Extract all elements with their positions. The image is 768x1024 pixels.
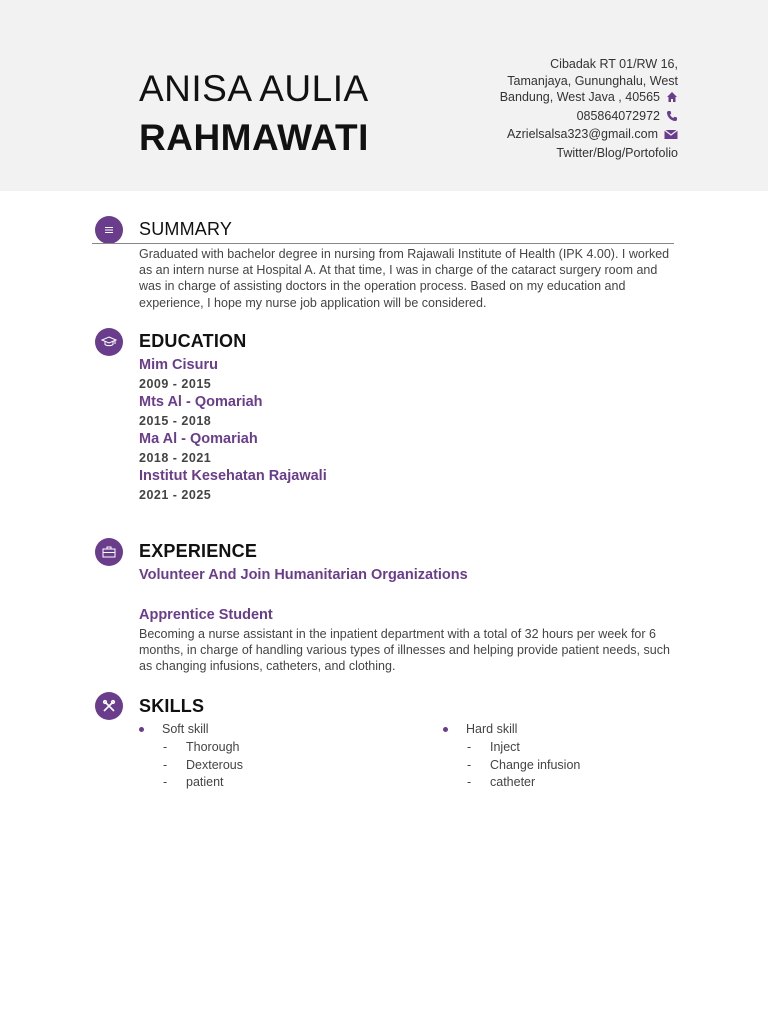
address-line-2: Tamanjaya, Gununghalu, West <box>507 73 678 88</box>
skill-item-label: Dexterous <box>186 757 243 772</box>
education-school: Mts Al - Qomariah <box>139 394 263 410</box>
resume-header <box>0 0 768 191</box>
bullet-icon <box>443 727 448 732</box>
skill-item-label: Thorough <box>186 739 240 754</box>
address-line-1: Cibadak RT 01/RW 16, <box>550 57 678 71</box>
skill-group-name: Soft skill <box>162 722 209 736</box>
tools-icon <box>95 692 123 720</box>
experience-job-desc: Becoming a nurse assistant in the inpatient department with a total of 32 hours per week for 6 months, in charge of handling various types of illnesses and helping provide patient needs, such as changing infusions, catheters, and clothing. <box>139 627 670 674</box>
experience-job-title: Apprentice Student <box>139 607 273 623</box>
experience-title: EXPERIENCE <box>139 541 258 561</box>
phone-icon <box>666 110 678 122</box>
last-name: RAHMAWATI <box>139 117 369 158</box>
list-item: - patient <box>163 775 224 790</box>
list-item: - Dexterous <box>163 757 243 772</box>
summary-title: SUMMARY <box>139 219 233 239</box>
education-title: EDUCATION <box>139 331 247 351</box>
summary-divider <box>92 243 674 244</box>
address-line-3: Bandung, West Java , 40565 <box>499 90 660 104</box>
experience-job-title: Volunteer And Join Humanitarian Organizations <box>139 567 468 583</box>
home-icon <box>666 91 678 103</box>
graduation-cap-icon <box>95 328 123 356</box>
education-school: Mim Cisuru <box>139 357 218 373</box>
social-links[interactable]: Twitter/Blog/Portofolio <box>556 145 678 160</box>
skill-item-label: patient <box>186 775 224 790</box>
education-years: 2018 - 2021 <box>139 451 212 465</box>
briefcase-icon <box>95 538 123 566</box>
education-school: Institut Kesehatan Rajawali <box>139 468 327 484</box>
summary-text: Graduated with bachelor degree in nursing from Rajawali Institute of Health (IPK 4.00). I worked as an intern nurse at Hospital A. At that time, I was in charge of the cataract surgery room and was in charge of assisting doctors in the operation process. Based on my education and experience, I hope my nurse job application will be considered. <box>139 247 670 310</box>
education-years: 2009 - 2015 <box>139 377 212 391</box>
list-item: - catheter <box>467 775 536 790</box>
skill-group-hard <box>443 720 580 791</box>
education-years: 2015 - 2018 <box>139 414 212 428</box>
education-years: 2021 - 2025 <box>139 488 212 502</box>
email-address[interactable]: Azrielsalsa323@gmail.com <box>507 127 658 141</box>
skill-group-name: Hard skill <box>466 722 518 736</box>
skill-item-label: Inject <box>490 739 520 754</box>
list-item: - Inject <box>467 739 520 754</box>
list-icon <box>95 216 123 244</box>
bullet-icon <box>139 727 144 732</box>
phone-number[interactable]: 085864072972 <box>576 108 660 123</box>
contact-block <box>500 56 678 161</box>
skill-item-label: Change infusion <box>490 757 581 772</box>
list-item: - Change infusion <box>467 757 581 772</box>
list-item: - Thorough <box>163 739 240 754</box>
skill-group-soft <box>139 720 243 791</box>
skill-item-label: catheter <box>490 775 536 790</box>
envelope-icon <box>664 128 678 140</box>
first-name: ANISA AULIA <box>139 68 369 109</box>
skills-title: SKILLS <box>139 696 205 716</box>
education-school: Ma Al - Qomariah <box>139 431 258 447</box>
